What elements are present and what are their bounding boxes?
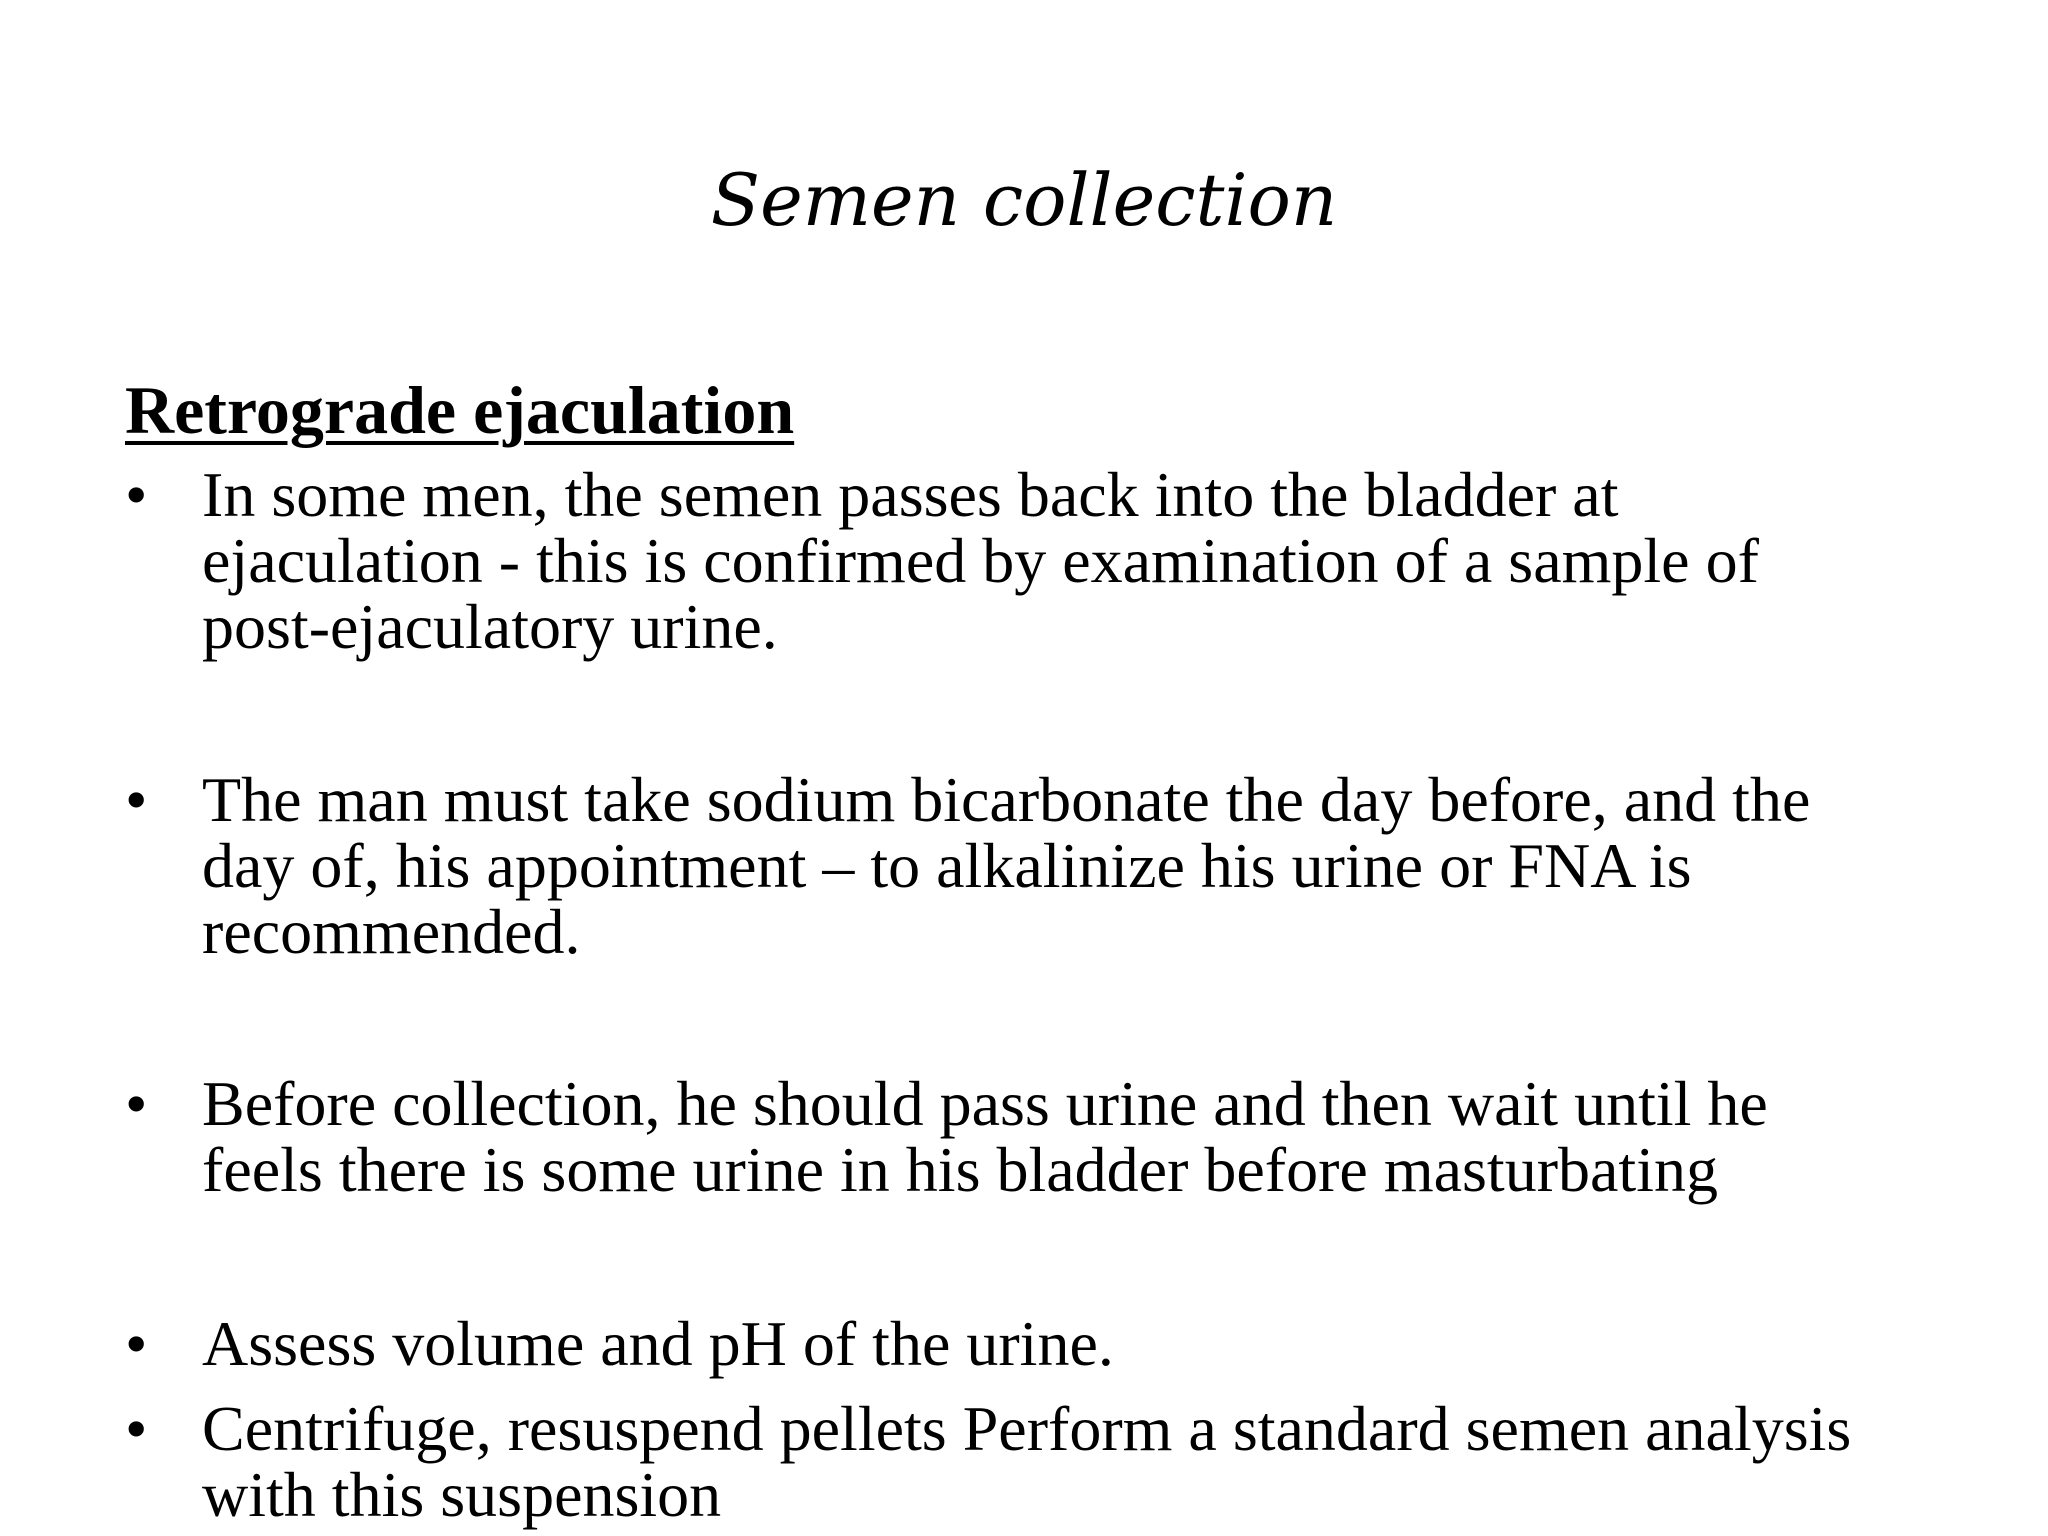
- bullet-icon: •: [125, 1308, 148, 1379]
- bullet-text: Before collection, he should pass urine and then wait until he feels there is some urine in his bladder before masturbating: [202, 1068, 1768, 1205]
- bullet-text: Assess volume and pH of the urine.: [202, 1308, 1114, 1379]
- bullet-icon: •: [125, 1393, 148, 1464]
- section-heading: Retrograde ejaculation: [125, 372, 795, 448]
- bullet-text: Centrifuge, resuspend pellets Perform a standard semen analysis with this suspension: [202, 1393, 1852, 1530]
- slide-title: Semen collection: [710, 158, 1338, 242]
- bullet-icon: •: [125, 764, 148, 835]
- bullet-icon: •: [125, 459, 148, 530]
- bullet-text: In some men, the semen passes back into the bladder at ejaculation - this is confirmed by examination of a sample of post-ejaculatory urine.: [202, 459, 1759, 662]
- bullet-icon: •: [125, 1068, 148, 1139]
- bullet-text: The man must take sodium bicarbonate the day before, and the day of, his appointment – to alkalinize his urine or FNA is recommended.: [202, 764, 1811, 967]
